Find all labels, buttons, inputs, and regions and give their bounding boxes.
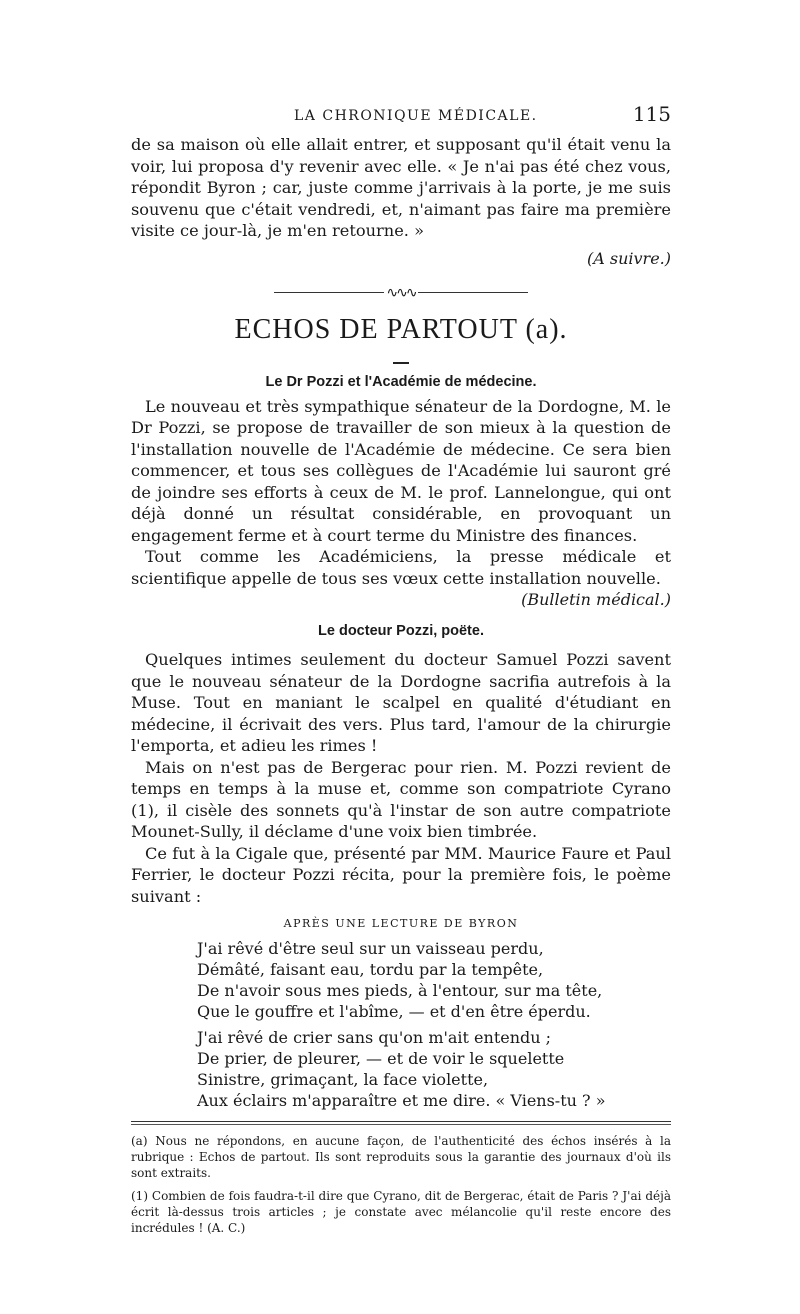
page-header [131, 100, 671, 134]
to-follow-note: (A suivre.) [587, 248, 671, 268]
article1-heading: Le Dr Pozzi et l'Académie de médecine. [265, 373, 537, 390]
footnotes [131, 1133, 671, 1236]
fleuron-rule-right [418, 292, 528, 293]
fleuron-ornament-icon: ∿∿∿ [386, 284, 416, 301]
running-title: LA CHRONIQUE MÉDICALE. [294, 108, 538, 124]
article1-paragraph: Tout comme les Académiciens, la presse médicale et scientifique appelle de tous ses vœux cette installation nouvelle. [131, 547, 671, 588]
poem-verse: Aux éclairs m'apparaître et me dire. « Viens-tu ? » [197, 1091, 606, 1110]
poem-stanza-1 [197, 938, 671, 1022]
intro-paragraph: de sa maison où elle allait entrer, et supposant qu'il était venu la voir, lui proposa d'y revenir avec elle. « Je n'ai pas été chez vous, répondit Byron ; car, juste comme j'arrivais à la porte, je me suis souvenu que c'était vendredi, et, n'aimant pas faire ma première visite ce jour-là, je m'en retourne. » [131, 135, 671, 240]
poem-title: APRÈS UNE LECTURE DE BYRON [283, 917, 519, 930]
section-title: ECHOS DE PARTOUT (a). [234, 313, 568, 345]
fleuron-divider [131, 286, 671, 300]
poem-stanza-2 [197, 1027, 671, 1111]
poem-verse: J'ai rêvé d'être seul sur un vaisseau perdu, [197, 939, 544, 958]
footnote-1: (1) Combien de fois faudra-t-il dire que Cyrano, dit de Bergerac, était de Paris ? J'ai déjà écrit là-dessus trois articles ; je constate avec mélancolie qu'il reste encore des incrédules ! (A. C.) [131, 1189, 671, 1235]
document-page [131, 100, 671, 1236]
poem-verse: Démâté, faisant eau, tordu par la tempête, [197, 960, 544, 979]
poem-verse: Que le gouffre et l'abîme, — et d'en être éperdu. [197, 1002, 591, 1021]
poem-verse: De n'avoir sous mes pieds, à l'entour, sur ma tête, [197, 981, 603, 1000]
article2-paragraph: Mais on n'est pas de Bergerac pour rien. M. Pozzi revient de temps en temps à la muse et, comme son compatriote Cyrano (1), il cisèle des sonnets qu'à l'instar de son autre compatriote Mounet-Sully, il déclame d'une voix bien timbrée. [131, 757, 671, 841]
fleuron-rule-left [274, 292, 384, 293]
poem-verse: Sinistre, grimaçant, la face violette, [197, 1070, 489, 1089]
poem-verse: J'ai rêvé de crier sans qu'on m'ait entendu ; [197, 1028, 552, 1047]
article1-source: (Bulletin médical.) [521, 590, 671, 609]
article2-heading: Le docteur Pozzi, poëte. [318, 623, 484, 639]
article2-paragraph: Ce fut à la Cigale que, présenté par MM. Maurice Faure et Paul Ferrier, le docteur Pozzi récita, pour la première fois, le poème suivant : [131, 843, 671, 906]
page-number: 115 [632, 102, 671, 126]
article1-paragraph: Le nouveau et très sympathique sénateur de la Dordogne, M. le Dr Pozzi, se propose de travailler de son mieux à la question de l'installation nouvelle de l'Académie de médecine. Ce sera bien commencer, et tous ses collègues de l'Académie lui sauront gré de joindre ses efforts à ceux de M. le prof. Lannelongue, qui ont déjà donné un résultat considérable, en provoquant un engagement ferme et à court terme du Ministre des finances. [131, 396, 671, 545]
footnote-rule-secondary [131, 1124, 671, 1125]
footnote-a: (a) Nous ne répondons, en aucune façon, de l'authenticité des échos insérés à la rubrique : Echos de partout. Ils sont reproduits sous la garantie des journaux d'où ils sont extraits. [131, 1134, 671, 1180]
poem-verse: De prier, de pleurer, — et de voir le squelette [197, 1049, 565, 1068]
footnote-rule [131, 1121, 671, 1122]
title-dash [393, 362, 409, 364]
article2-paragraph: Quelques intimes seulement du docteur Samuel Pozzi savent que le nouveau sénateur de la Dordogne sacrifia autrefois à la Muse. Tout en maniant le scalpel en qualité d'étudiant en médecine, il écrivait des vers. Plus tard, l'amour de la chirurgie l'emporta, et adieu les rimes ! [131, 650, 671, 755]
